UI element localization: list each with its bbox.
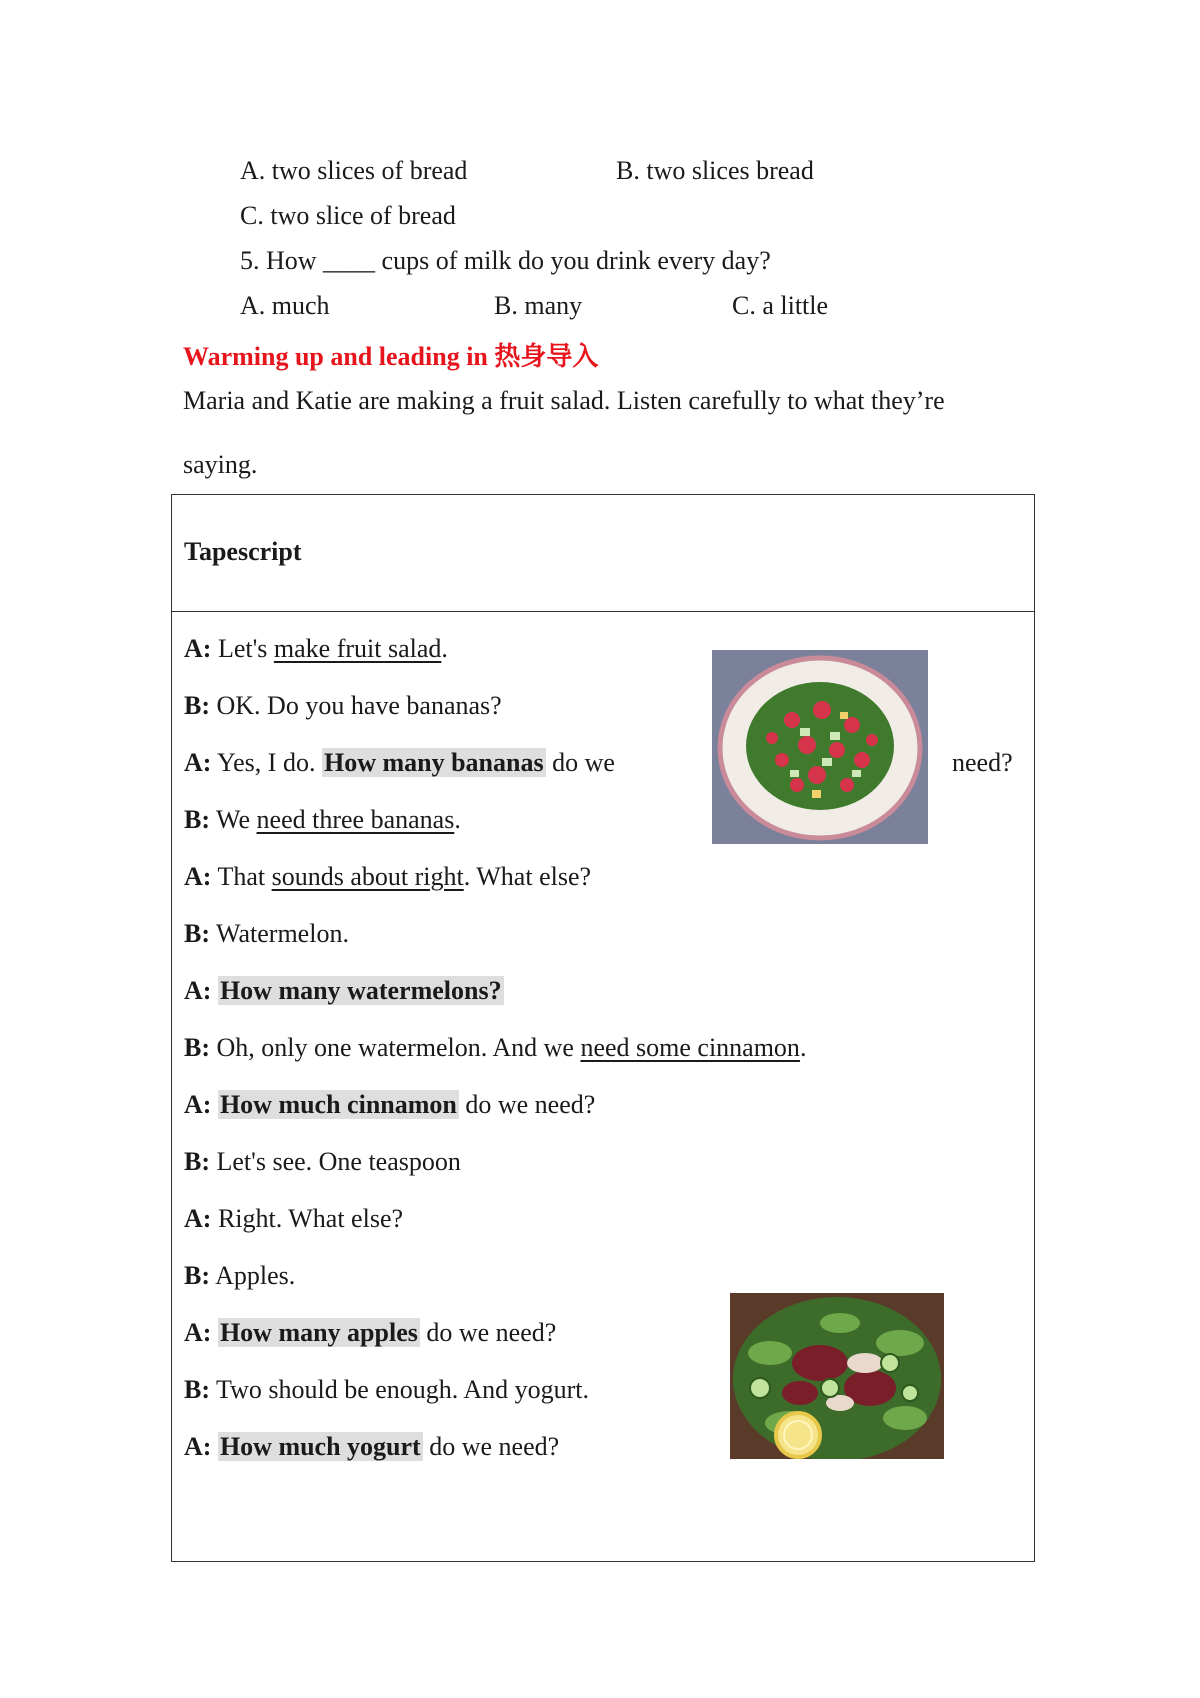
table-divider [172, 611, 1034, 612]
option-4c: C. two slice of bread [240, 201, 456, 230]
speaker-label: A: [184, 976, 212, 1005]
green-salad-photo [730, 1293, 944, 1459]
dialogue-text: Two should be enough. And yogurt. [210, 1375, 590, 1404]
dialogue-text: . What else? [463, 862, 592, 891]
underlined-phrase: need some cinnamon [580, 1033, 800, 1062]
dialogue-line [184, 1147, 461, 1177]
dialogue-line [184, 976, 504, 1006]
speaker-label: B: [184, 805, 210, 834]
dialogue-text: . [454, 805, 461, 834]
section-heading: Warming up and leading in 热身导入 [183, 342, 599, 371]
dialogue-text: Apples. [210, 1261, 296, 1290]
speaker-label: A: [184, 1318, 212, 1347]
dialogue-text: . [441, 634, 448, 663]
speaker-label: B: [184, 919, 210, 948]
speaker-label: B: [184, 1261, 210, 1290]
dialogue-text: . [799, 1033, 807, 1062]
speaker-label: B: [184, 691, 210, 720]
speaker-label: B: [184, 1147, 210, 1176]
speaker-label: B: [184, 1033, 210, 1062]
dialogue-text: do we need? [422, 1432, 560, 1461]
dialogue-line [184, 805, 461, 835]
intro-text-line2: saying. [183, 450, 258, 479]
highlighted-phrase: How many bananas [323, 748, 544, 777]
dialogue-line [184, 1033, 806, 1063]
underlined-phrase: need three bananas [256, 805, 455, 834]
dialogue-line [184, 1090, 595, 1120]
option-4b: B. two slices bread [616, 156, 814, 185]
intro-text-line1: Maria and Katie are making a fruit salad. Listen carefully to what they’re [183, 386, 945, 415]
dialogue-line [184, 691, 502, 721]
tapescript-table [171, 494, 1035, 1562]
dialogue-text: do we need? [458, 1090, 596, 1119]
dialogue-text: Right. What else? [211, 1204, 404, 1233]
option-5c: C. a little [732, 291, 829, 320]
speaker-label: A: [184, 1090, 212, 1119]
fruit-salad-photo [712, 650, 928, 844]
highlighted-phrase: How many watermelons? [219, 976, 502, 1005]
dialogue-text: Yes, I do. [211, 748, 322, 777]
dialogue-text: Let's [211, 634, 274, 663]
speaker-label: A: [184, 634, 212, 663]
underlined-phrase: make fruit salad [273, 634, 442, 663]
dialogue-line [184, 1432, 559, 1462]
dialogue-line [184, 1204, 403, 1234]
dialogue-text: We [210, 805, 257, 834]
speaker-label: A: [184, 748, 212, 777]
dialogue-line [184, 1261, 295, 1291]
dialogue-text: Watermelon. [210, 919, 349, 948]
dialogue-text: do we need? [419, 1318, 557, 1347]
option-5b: B. many [494, 291, 583, 320]
speaker-label: A: [184, 862, 212, 891]
dialogue-line [184, 919, 349, 949]
dialogue-text: Let's see. One teaspoon [210, 1147, 461, 1176]
dialogue-line [184, 1375, 589, 1405]
option-5a: A. much [240, 291, 330, 320]
dialogue-text: That [211, 862, 272, 891]
dialogue-line [184, 748, 615, 778]
tapescript-title: Tapescript [184, 537, 302, 566]
speaker-label: B: [184, 1375, 210, 1404]
question-5: 5. How ____ cups of milk do you drink every day? [240, 246, 771, 275]
dialogue-line [184, 862, 591, 892]
highlighted-phrase: How many apples [219, 1318, 418, 1347]
dialogue-text-tail: need? [952, 748, 1013, 777]
dialogue-text: OK. Do you have bananas? [210, 691, 502, 720]
speaker-label: A: [184, 1432, 212, 1461]
dialogue-line [184, 1318, 556, 1348]
dialogue-text: do we [545, 748, 615, 777]
highlighted-phrase: How much cinnamon [219, 1090, 457, 1119]
dialogue-text: Oh, only one watermelon. And we [210, 1033, 581, 1062]
option-4a: A. two slices of bread [240, 156, 468, 185]
underlined-phrase: sounds about right [271, 862, 464, 891]
dialogue-line [184, 634, 448, 664]
speaker-label: A: [184, 1204, 212, 1233]
highlighted-phrase: How much yogurt [219, 1432, 421, 1461]
